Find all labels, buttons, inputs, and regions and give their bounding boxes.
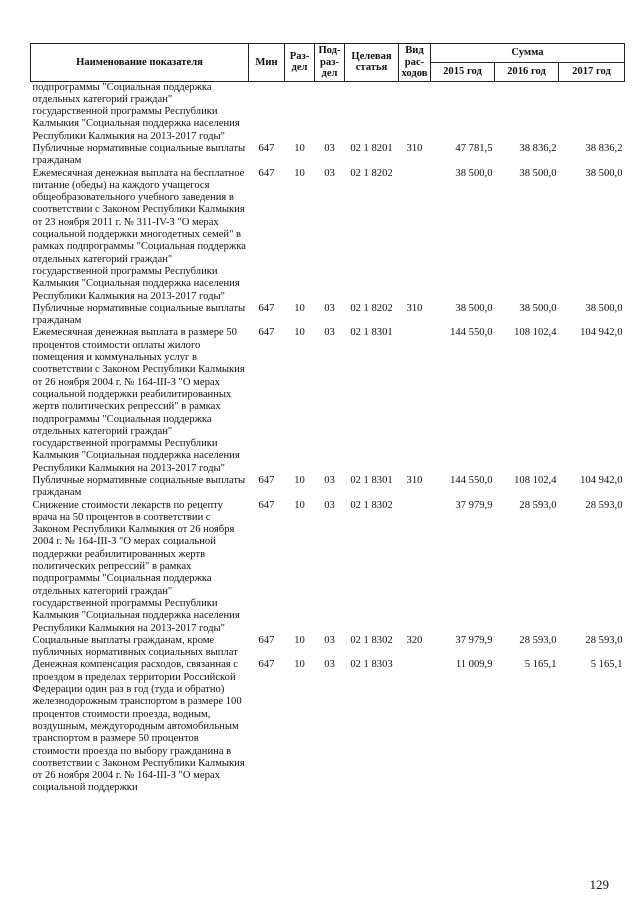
row-name: Публичные нормативные социальные выплаты гражданам [32,142,246,167]
row-vid [399,327,431,475]
row-razdel: 10 [294,659,305,671]
row-vid [399,500,431,635]
row-podrazdel: 03 [324,142,335,154]
row-min: 647 [258,327,275,339]
header-sum: Сумма [431,44,625,63]
row-2015 [431,81,495,143]
row-2015: 38 500,0 [455,302,493,314]
row-razdel: 10 [294,302,305,314]
row-min [249,81,285,143]
table-header [31,44,625,82]
table-row [31,143,625,168]
row-podrazdel: 03 [324,327,335,339]
header-name: Наименование показателя [31,44,249,82]
header-year-2017: 2017 год [559,62,625,81]
table-row [31,500,625,635]
row-target [345,81,399,143]
row-min: 647 [258,475,275,486]
row-2016: 28 593,0 [519,499,557,511]
row-podrazdel: 03 [324,302,335,314]
row-name: Снижение стоимости лекарств по рецепту врача на 50 процентов в соответствии с Законом Республики Калмыкия от 26 ноября 2004 г. № 164-III-З "О мерах социальной поддержки реабилитированных жертв политических репрессий" в рамках подпрограммы "Социальная поддержка отдельных категорий граждан" государственной программы Республики Калмыкия "Социальная поддержка населения Республики Калмыкия на 2013-2017 годы" [32,499,240,634]
row-vid: 310 [406,142,423,154]
row-min: 647 [258,659,275,671]
table-row [31,475,625,500]
row-vid [399,81,431,143]
row-2015: 38 500,0 [455,167,493,179]
row-name: Публичные нормативные социальные выплаты гражданам [32,302,246,327]
row-2016: 5 165,1 [524,659,557,671]
row-2016: 38 500,0 [519,167,557,179]
header-year-2016: 2016 год [495,62,559,81]
row-podrazdel: 03 [324,475,335,486]
row-razdel: 10 [294,142,305,154]
row-2016 [495,81,559,143]
row-razdel: 10 [294,327,305,339]
table-row [31,303,625,328]
row-2017: 38 836,2 [585,142,623,154]
row-vid: 320 [406,634,423,646]
table-row [31,81,625,143]
row-razdel: 10 [294,475,305,486]
row-min: 647 [258,302,275,314]
row-target: 02 1 8301 [350,327,393,339]
row-2015: 11 009,9 [455,659,493,671]
row-name: подпрограммы "Социальная поддержка отдельных категорий граждан" государственной программы Республики Калмыкия "Социальная поддержка населения Республики Калмыкия на 2013-2017 годы" [32,81,240,142]
table-body [31,81,625,795]
row-name: Ежемесячная денежная выплата в размере 50 процентов стоимости оплаты жилого помещения и коммунальных услуг в соответствии с Законом Республики Калмыкия от 26 ноября 2004 г. № 164-III-З "О мерах социальной поддержки реабилитированных жертв политических репрессий" в рамках подпрограммы "Социальная поддержка отдельных категорий граждан" государственной программы Республики Калмыкия "Социальная поддержка населения Республики Калмыкия на 2013-2017 годы" [32,327,245,474]
row-vid: 310 [406,302,423,314]
row-target: 02 1 8302 [350,499,393,511]
row-razdel: 10 [294,634,305,646]
row-name: Денежная компенсация расходов, связанная с проездом в пределах территории Российской Федерации один раз в год (туда и обратно) железнодорожным транспортом в размере 100 процентов стоимости проезда, водным, воздушным, междугородным автомобильным транспортом в размере 50 процентов стоимости проезда по выбору гражданина в соответствии с Законом Республики Калмыкия от 26 ноября 2004 г. № 164-III-З "О мерах социальной поддержки [32,659,245,794]
row-target: 02 1 8201 [350,142,393,154]
row-2017: 104 942,0 [580,327,623,339]
row-razdel: 10 [294,167,305,179]
row-target: 02 1 8301 [350,475,393,486]
table-row [31,635,625,660]
row-name: Публичные нормативные социальные выплаты гражданам [32,475,246,499]
row-target: 02 1 8202 [350,302,393,314]
row-min: 647 [258,142,275,154]
row-vid: 310 [406,475,423,486]
table-row [31,659,625,794]
row-2017: 104 942,0 [580,475,623,486]
row-name: Ежемесячная денежная выплата на бесплатное питание (обеды) на каждого учащегося общеобразовательного учебного заведения в соответствии с Законом Республики Калмыкия от 23 ноября 2011 г. № 311-IV-З "О мерах социальной поддержки многодетных семей" в рамках подпрограммы "Социальная поддержка отдельных категорий граждан" государственной программы Республики Калмыкия "Социальная поддержка населения Республики Калмыкия на 2013-2017 годы" [32,167,246,302]
row-podrazdel [315,81,345,143]
row-2016: 38 500,0 [519,302,557,314]
row-target: 02 1 8303 [350,659,393,671]
row-2015: 37 979,9 [455,499,493,511]
row-2017: 38 500,0 [585,167,623,179]
row-2015: 37 979,9 [455,634,493,646]
row-min: 647 [258,167,275,179]
row-2017: 28 593,0 [585,634,623,646]
header-vid: Вид рас-ходов [399,44,431,82]
row-razdel [285,81,315,143]
row-2017: 5 165,1 [590,659,623,671]
row-target: 02 1 8202 [350,167,393,179]
row-2016: 38 836,2 [519,142,557,154]
row-2015: 47 781,5 [455,142,493,154]
row-2015: 144 550,0 [450,327,493,339]
page-number: 129 [589,877,609,892]
row-2017 [559,81,625,143]
row-2016: 108 102,4 [514,327,557,339]
row-target: 02 1 8302 [350,634,393,646]
row-min: 647 [258,634,275,646]
row-min: 647 [258,499,275,511]
row-2017: 38 500,0 [585,302,623,314]
header-min: Мин [249,44,285,82]
row-2017: 28 593,0 [585,499,623,511]
row-2016: 108 102,4 [514,475,557,486]
row-vid [399,659,431,794]
row-vid [399,168,431,303]
row-2016: 28 593,0 [519,634,557,646]
row-2015: 144 550,0 [450,475,493,486]
budget-table [30,43,625,795]
header-podrazdel: Под-раз-дел [315,44,345,82]
table-row [31,327,625,475]
row-podrazdel: 03 [324,167,335,179]
table-row [31,168,625,303]
row-name: Социальные выплаты гражданам, кроме публичных нормативных социальных выплат [32,634,238,659]
header-year-2015: 2015 год [431,62,495,81]
row-razdel: 10 [294,499,305,511]
header-target: Целевая статья [345,44,399,82]
row-podrazdel: 03 [324,634,335,646]
row-podrazdel: 03 [324,659,335,671]
header-razdel: Раз-дел [285,44,315,82]
row-podrazdel: 03 [324,499,335,511]
